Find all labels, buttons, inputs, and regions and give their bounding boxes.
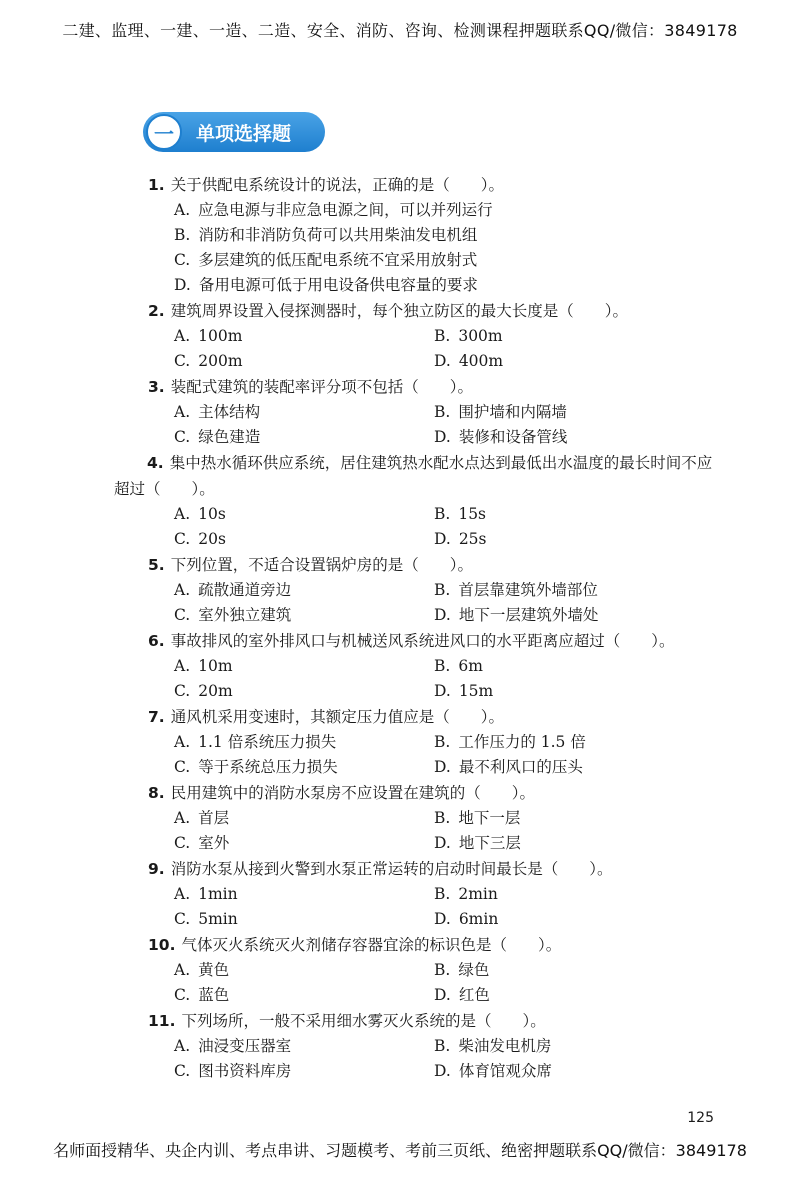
option-text: 绿色	[458, 961, 490, 979]
option-label: C.	[174, 606, 191, 624]
option-label: A.	[174, 657, 191, 675]
option-a	[174, 806, 434, 831]
option-b	[434, 730, 694, 755]
option-text: 地下三层	[458, 834, 521, 852]
option-label: B.	[434, 505, 451, 523]
option-label: C.	[174, 910, 191, 928]
question-text: 下列位置，不适合设置锅炉房的是（ ）。	[170, 556, 473, 574]
option-text: 蓝色	[198, 986, 230, 1004]
option-b	[434, 324, 694, 349]
question-text: 气体灭火系统灭火剂储存容器宜涂的标识色是（ ）。	[181, 936, 562, 954]
option-label: B.	[434, 733, 451, 751]
option-d	[434, 679, 694, 704]
option-label: B.	[434, 327, 451, 345]
option-b	[434, 578, 694, 603]
option-c	[174, 425, 434, 450]
option-label: B.	[434, 885, 451, 903]
question-stem	[148, 1008, 708, 1034]
option-label: A.	[174, 201, 191, 219]
option-label: D.	[434, 834, 451, 852]
question-text: 民用建筑中的消防水泵房不应设置在建筑的（ ）。	[170, 784, 535, 802]
option-label: D.	[434, 758, 451, 776]
option-b	[434, 958, 694, 983]
section-banner	[143, 112, 325, 152]
option-label: D.	[174, 276, 191, 294]
option-c	[174, 248, 714, 273]
option-d	[174, 273, 714, 298]
page-header: 二建、监理、一建、一造、二造、安全、消防、咨询、检测课程押题联系QQ/微信：3849178	[62, 21, 738, 40]
option-list	[174, 654, 714, 704]
option-text: 6m	[458, 657, 483, 675]
question-stem	[148, 552, 708, 578]
question-number: 5.	[148, 556, 165, 574]
option-list	[174, 882, 714, 932]
question-number: 7.	[148, 708, 165, 726]
option-text: 地下一层建筑外墙处	[458, 606, 599, 624]
question-number: 10.	[148, 936, 176, 954]
option-a	[174, 958, 434, 983]
question-stem	[148, 628, 708, 654]
option-list	[174, 502, 714, 552]
option-d	[434, 349, 694, 374]
question-stem	[148, 780, 708, 806]
option-d	[434, 603, 694, 628]
option-a	[174, 502, 434, 527]
option-label: B.	[434, 1037, 451, 1055]
option-c	[174, 679, 434, 704]
question-number: 1.	[148, 176, 165, 194]
question-text: 集中热水循环供应系统，居住建筑热水配水点达到最低出水温度的最长时间不应超过（ ）。	[114, 454, 713, 498]
option-list	[174, 958, 714, 1008]
option-text: 消防和非消防负荷可以共用柴油发电机组	[198, 226, 478, 244]
option-text: 备用电源可低于用电设备供电容量的要求	[198, 276, 478, 294]
question-stem	[148, 298, 708, 324]
option-label: A.	[174, 581, 191, 599]
option-text: 100m	[198, 327, 243, 345]
option-text: 黄色	[198, 961, 230, 979]
option-text: 油浸变压器室	[198, 1037, 292, 1055]
option-text: 绿色建造	[198, 428, 261, 446]
page-number: 125	[687, 1110, 714, 1126]
option-text: 疏散通道旁边	[198, 581, 292, 599]
option-d	[434, 983, 694, 1008]
option-c	[174, 527, 434, 552]
option-c	[174, 831, 434, 856]
question-number: 4.	[147, 454, 164, 472]
option-text: 地下一层	[458, 809, 521, 827]
option-label: A.	[174, 809, 191, 827]
option-text: 1.1 倍系统压力损失	[198, 733, 337, 751]
option-label: B.	[434, 657, 451, 675]
option-a	[174, 324, 434, 349]
option-text: 主体结构	[198, 403, 261, 421]
option-label: C.	[174, 758, 191, 776]
option-text: 300m	[458, 327, 503, 345]
option-a	[174, 882, 434, 907]
question-number: 8.	[148, 784, 165, 802]
option-label: D.	[434, 986, 451, 1004]
question-text: 下列场所，一般不采用细水雾灭火系统的是（ ）。	[181, 1012, 546, 1030]
option-list	[174, 198, 714, 298]
option-label: C.	[174, 682, 191, 700]
option-d	[434, 527, 694, 552]
option-text: 等于系统总压力损失	[198, 758, 338, 776]
option-text: 15s	[458, 505, 487, 523]
option-text: 工作压力的 1.5 倍	[458, 733, 586, 751]
option-label: D.	[434, 530, 451, 548]
option-text: 首层靠建筑外墙部位	[458, 581, 598, 599]
option-list	[174, 400, 714, 450]
option-text: 柴油发电机房	[458, 1037, 552, 1055]
option-text: 200m	[198, 352, 243, 370]
option-text: 20s	[198, 530, 226, 548]
option-d	[434, 1059, 694, 1084]
option-label: D.	[434, 910, 451, 928]
question-number: 11.	[148, 1012, 176, 1030]
option-a	[174, 578, 434, 603]
section-number: 一	[146, 114, 182, 150]
question-text: 建筑周界设置入侵探测器时，每个独立防区的最大长度是（ ）。	[170, 302, 628, 320]
option-label: A.	[174, 961, 191, 979]
question-stem	[148, 172, 708, 198]
option-b	[434, 1034, 694, 1059]
option-label: B.	[174, 226, 191, 244]
option-list	[174, 1034, 714, 1084]
option-text: 25s	[458, 530, 487, 548]
option-label: D.	[434, 352, 451, 370]
option-c	[174, 1059, 434, 1084]
option-d	[434, 831, 694, 856]
option-label: D.	[434, 682, 451, 700]
option-b	[434, 806, 694, 831]
option-text: 多层建筑的低压配电系统不宜采用放射式	[198, 251, 478, 269]
option-a	[174, 654, 434, 679]
option-text: 室外	[198, 834, 230, 852]
option-text: 15m	[458, 682, 494, 700]
option-b	[174, 223, 714, 248]
option-text: 体育馆观众席	[458, 1062, 552, 1080]
question-stem	[148, 932, 708, 958]
option-label: C.	[174, 530, 191, 548]
option-c	[174, 907, 434, 932]
option-text: 10m	[198, 657, 233, 675]
section-title: 单项选择题	[196, 122, 292, 145]
option-text: 图书资料库房	[198, 1062, 292, 1080]
option-list	[174, 730, 714, 780]
option-label: C.	[174, 986, 191, 1004]
option-c	[174, 983, 434, 1008]
option-a	[174, 730, 434, 755]
option-label: B.	[434, 961, 451, 979]
option-label: A.	[174, 327, 191, 345]
option-label: B.	[434, 403, 451, 421]
question-text: 事故排风的室外排风口与机械送风系统进风口的水平距离应超过（ ）。	[170, 632, 675, 650]
option-label: C.	[174, 428, 191, 446]
option-label: D.	[434, 1062, 451, 1080]
option-text: 5min	[198, 910, 238, 928]
option-label: B.	[434, 581, 451, 599]
option-label: A.	[174, 403, 191, 421]
question-stem	[148, 374, 708, 400]
option-text: 10s	[198, 505, 226, 523]
option-label: A.	[174, 505, 191, 523]
option-b	[434, 654, 694, 679]
option-c	[174, 349, 434, 374]
option-text: 最不利风口的压头	[458, 758, 583, 776]
question-stem	[148, 856, 708, 882]
question-text: 装配式建筑的装配率评分项不包括（ ）。	[170, 378, 473, 396]
option-b	[434, 882, 694, 907]
question-number: 6.	[148, 632, 165, 650]
option-label: D.	[434, 428, 451, 446]
option-list	[174, 578, 714, 628]
option-b	[434, 502, 694, 527]
option-d	[434, 907, 694, 932]
option-text: 红色	[458, 986, 490, 1004]
option-c	[174, 603, 434, 628]
option-label: A.	[174, 733, 191, 751]
question-stem	[148, 704, 708, 730]
option-text: 应急电源与非应急电源之间，可以并列运行	[198, 201, 493, 219]
option-a	[174, 400, 434, 425]
option-label: C.	[174, 1062, 191, 1080]
option-label: A.	[174, 1037, 191, 1055]
option-text: 围护墙和内隔墙	[458, 403, 567, 421]
question-number: 3.	[148, 378, 165, 396]
option-label: C.	[174, 834, 191, 852]
option-label: D.	[434, 606, 451, 624]
option-text: 室外独立建筑	[198, 606, 292, 624]
question-text: 通风机采用变速时，其额定压力值应是（ ）。	[170, 708, 504, 726]
question-number: 2.	[148, 302, 165, 320]
option-d	[434, 425, 694, 450]
question-stem	[114, 450, 716, 502]
option-b	[434, 400, 694, 425]
option-text: 6min	[458, 910, 499, 928]
option-c	[174, 755, 434, 780]
option-text: 20m	[198, 682, 233, 700]
option-label: C.	[174, 251, 191, 269]
question-number: 9.	[148, 860, 165, 878]
option-a	[174, 1034, 434, 1059]
question-text: 消防水泵从接到火警到水泵正常运转的启动时间最长是（ ）。	[170, 860, 613, 878]
question-text: 关于供配电系统设计的说法，正确的是（ ）。	[170, 176, 504, 194]
option-label: C.	[174, 352, 191, 370]
option-list	[174, 324, 714, 374]
page-footer: 名师面授精华、央企内训、考点串讲、习题模考、考前三页纸、绝密押题联系QQ/微信：3849178	[53, 1141, 747, 1160]
option-text: 装修和设备管线	[458, 428, 568, 446]
option-text: 400m	[458, 352, 504, 370]
option-text: 1min	[198, 885, 238, 903]
option-d	[434, 755, 694, 780]
option-text: 2min	[458, 885, 498, 903]
option-label: A.	[174, 885, 191, 903]
option-list	[174, 806, 714, 856]
option-label: B.	[434, 809, 451, 827]
option-a	[174, 198, 714, 223]
question-list	[0, 172, 800, 1084]
option-text: 首层	[198, 809, 230, 827]
